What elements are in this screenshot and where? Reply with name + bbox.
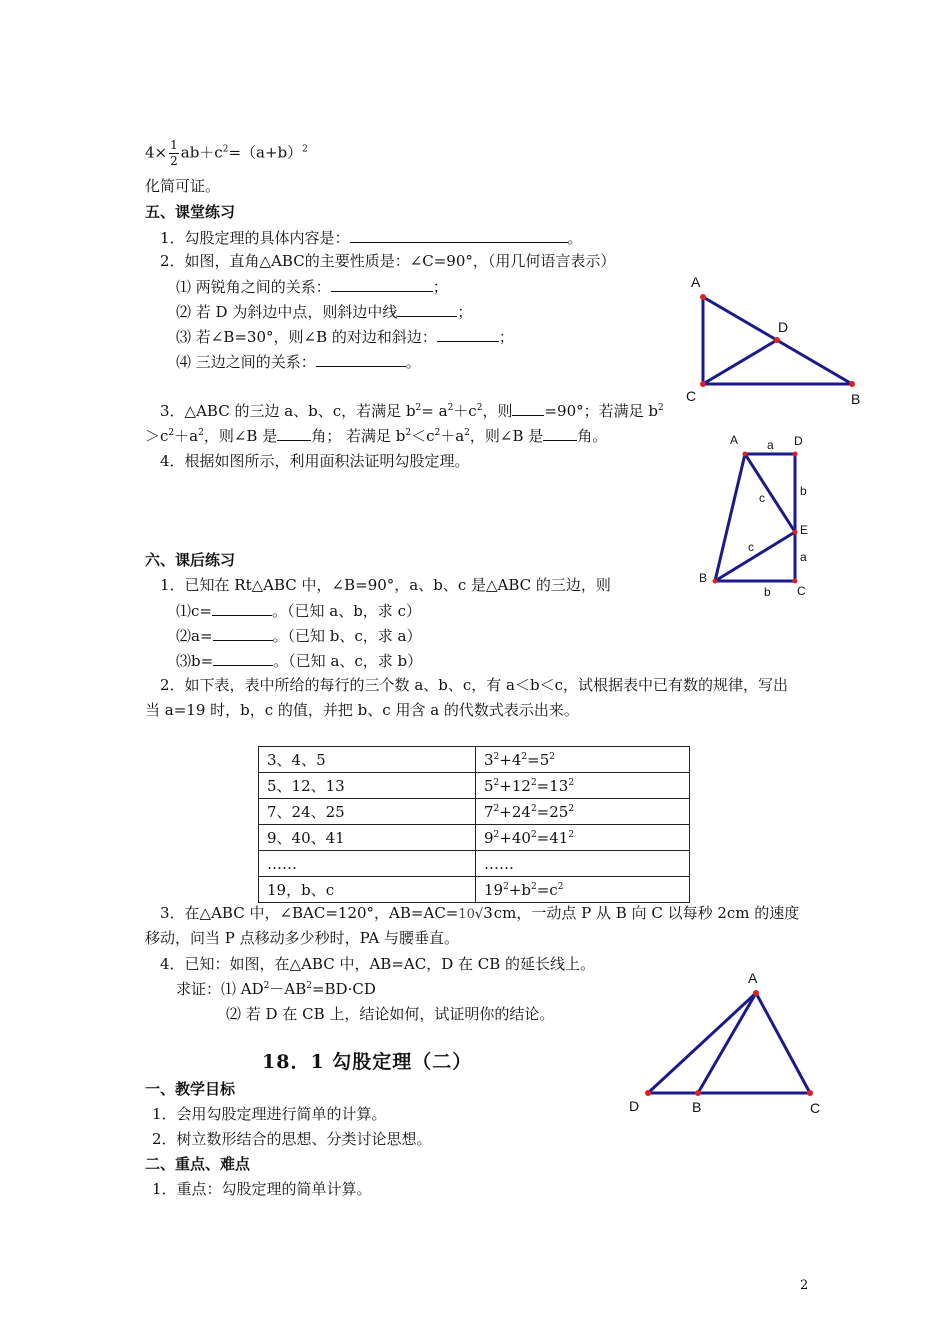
label-d: D	[629, 1098, 640, 1114]
hw-q1-3: ⑶b= 。（已知 a、c，求 b）	[176, 652, 423, 670]
point-b	[695, 1090, 701, 1096]
pythagorean-triple-table	[258, 746, 690, 903]
label-a: A	[748, 970, 758, 986]
point-a	[743, 452, 748, 457]
section5-title: 五、课堂练习	[145, 203, 236, 221]
figure-right-triangle	[680, 270, 870, 410]
hw-q3-line2: 移动，问当 P 点移动多少秒时，PA 与腰垂直。	[145, 929, 459, 947]
label-d: D	[794, 434, 803, 448]
segment-ab	[715, 454, 745, 581]
ex5-q2-2: ⑵ 若 D 为斜边中点，则斜边中线 ；	[176, 303, 473, 321]
segment-be	[715, 532, 795, 581]
keypoints-title: 二、重点、难点	[145, 1155, 251, 1173]
hw-q1: 1．已知在 Rt△ABC 中，∠B=90°，a、b、c 是△ABC 的三边，则	[160, 576, 611, 594]
triple-cell: 7、24、25	[259, 799, 476, 825]
label-a-side: a	[800, 550, 807, 564]
label-c-upper: c	[759, 491, 765, 505]
segment-ad	[648, 993, 756, 1093]
ex5-q3-line1: 3．△ABC 的三边 a、b、c，若满足 $b^2= a^2+c^2$，则 =90°；若满足 $b^2$	[160, 402, 664, 420]
label-b: B	[851, 391, 861, 407]
point-b	[713, 579, 718, 584]
goal-2: 2．树立数形结合的思想、分类讨论思想。	[152, 1130, 432, 1148]
hw-q2-line2: 当 a=19 时，b，c 的值，并把 b、c 用含 a 的代数式表示出来。	[145, 701, 579, 719]
table-row	[259, 877, 690, 903]
label-b: B	[699, 571, 708, 585]
hw-q1-2: ⑵a= 。（已知 b、c，求 a）	[176, 627, 422, 645]
equation-cell: ……	[476, 851, 690, 877]
fraction-half: $\frac{1}{2}$	[170, 138, 178, 168]
figure-isosceles-triangle	[620, 965, 840, 1125]
point-d	[774, 337, 780, 343]
lesson-heading: 18．1 勾股定理（二）	[262, 1051, 473, 1073]
segment-ab	[698, 993, 756, 1093]
hw-q1-1: ⑴c= 。（已知 a、b，求 c）	[176, 602, 421, 620]
table-row	[259, 747, 690, 773]
hw-q4-proof-1: 求证：⑴ $AD^2-AB^2=BD\cdot CD$	[176, 980, 376, 998]
ex5-q2-4: ⑷ 三边之间的关系： 。	[176, 353, 421, 371]
label-e: E	[800, 523, 809, 537]
hw-q2-line1: 2．如下表，表中所给的每行的三个数 a、b、c，有 a＜b＜c，试根据表中已有数的规律，写出	[160, 676, 788, 694]
point-c	[700, 381, 706, 387]
table-row	[259, 799, 690, 825]
label-a: A	[691, 274, 701, 290]
page-number: 2	[800, 1278, 809, 1293]
label-d: D	[778, 319, 789, 335]
table-row	[259, 773, 690, 799]
equation-cell: $9^2+40^2=41^2$	[476, 825, 690, 851]
label-c: C	[797, 584, 806, 598]
table-row	[259, 851, 690, 877]
ex5-q2-3: ⑶ 若∠B=30°，则∠B 的对边和斜边： ；	[176, 328, 514, 346]
label-c-lower: c	[748, 540, 754, 554]
point-d	[645, 1090, 651, 1096]
hw-q4-proof-2: ⑵ 若 D 在 CB 上，结论如何，试证明你的结论。	[226, 1005, 555, 1023]
label-b-bottom: b	[764, 585, 771, 599]
hw-q3-line1: 3．在△ABC 中，∠BAC=120°，AB=AC=10√3cm，一动点 P 从 B 向 C 以每秒 2cm 的速度	[160, 904, 800, 922]
ex5-q1: 1．勾股定理的具体内容是： 。	[160, 229, 583, 247]
point-c	[793, 579, 798, 584]
point-e	[793, 530, 798, 535]
label-a: A	[730, 433, 739, 447]
triple-cell: 5、12、13	[259, 773, 476, 799]
segment-ae	[745, 454, 795, 532]
triple-cell: ……	[259, 851, 476, 877]
keypoint-1: 1．重点：勾股定理的简单计算。	[152, 1180, 372, 1198]
table-row	[259, 825, 690, 851]
triple-cell: 3、4、5	[259, 747, 476, 773]
intro-conclusion: 化简可证。	[145, 177, 221, 195]
point-a	[753, 990, 759, 996]
ex5-q2-1: ⑴ 两锐角之间的关系： ；	[176, 278, 448, 296]
segment-ac	[756, 993, 810, 1093]
label-b: B	[692, 1099, 702, 1115]
equation-cell: $7^2+24^2=25^2$	[476, 799, 690, 825]
equation-cell: $3^2+4^2=5^2$	[476, 747, 690, 773]
label-a-top: a	[767, 438, 774, 452]
point-c	[807, 1090, 813, 1096]
hw-q4: 4．已知：如图，在△ABC 中，AB=AC，D 在 CB 的延长线上。	[160, 955, 596, 973]
ex5-q2: 2．如图，直角△ABC的主要性质是：∠C=90°，（用几何语言表示）	[160, 252, 616, 270]
ex5-q4: 4．根据如图所示，利用面积法证明勾股定理。	[160, 452, 470, 470]
median-cd	[703, 340, 777, 384]
figure-area-proof	[690, 430, 830, 600]
point-d	[793, 452, 798, 457]
ex5-q3-line2: $>c^2+a^2$，则∠B 是 角； 若满足 $b^2<c^2+a^2$，则∠B 是 角。	[145, 427, 608, 445]
intro-formula: 4× $\frac{1}{2}$ $ab+c^2=(a+b)^2$	[145, 138, 308, 168]
triple-cell: 9、40、41	[259, 825, 476, 851]
label-b-side: b	[800, 484, 807, 498]
goals-title: 一、教学目标	[145, 1080, 236, 1098]
equation-cell: $19^2+b^2=c^2$	[476, 877, 690, 903]
point-b	[849, 381, 855, 387]
point-a	[700, 294, 706, 300]
label-c: C	[810, 1100, 821, 1116]
goal-1: 1．会用勾股定理进行简单的计算。	[152, 1105, 387, 1123]
triple-cell: 19，b、c	[259, 877, 476, 903]
equation-cell: $5^2+12^2=13^2$	[476, 773, 690, 799]
section6-title: 六、课后练习	[145, 551, 236, 569]
label-c: C	[686, 388, 697, 404]
